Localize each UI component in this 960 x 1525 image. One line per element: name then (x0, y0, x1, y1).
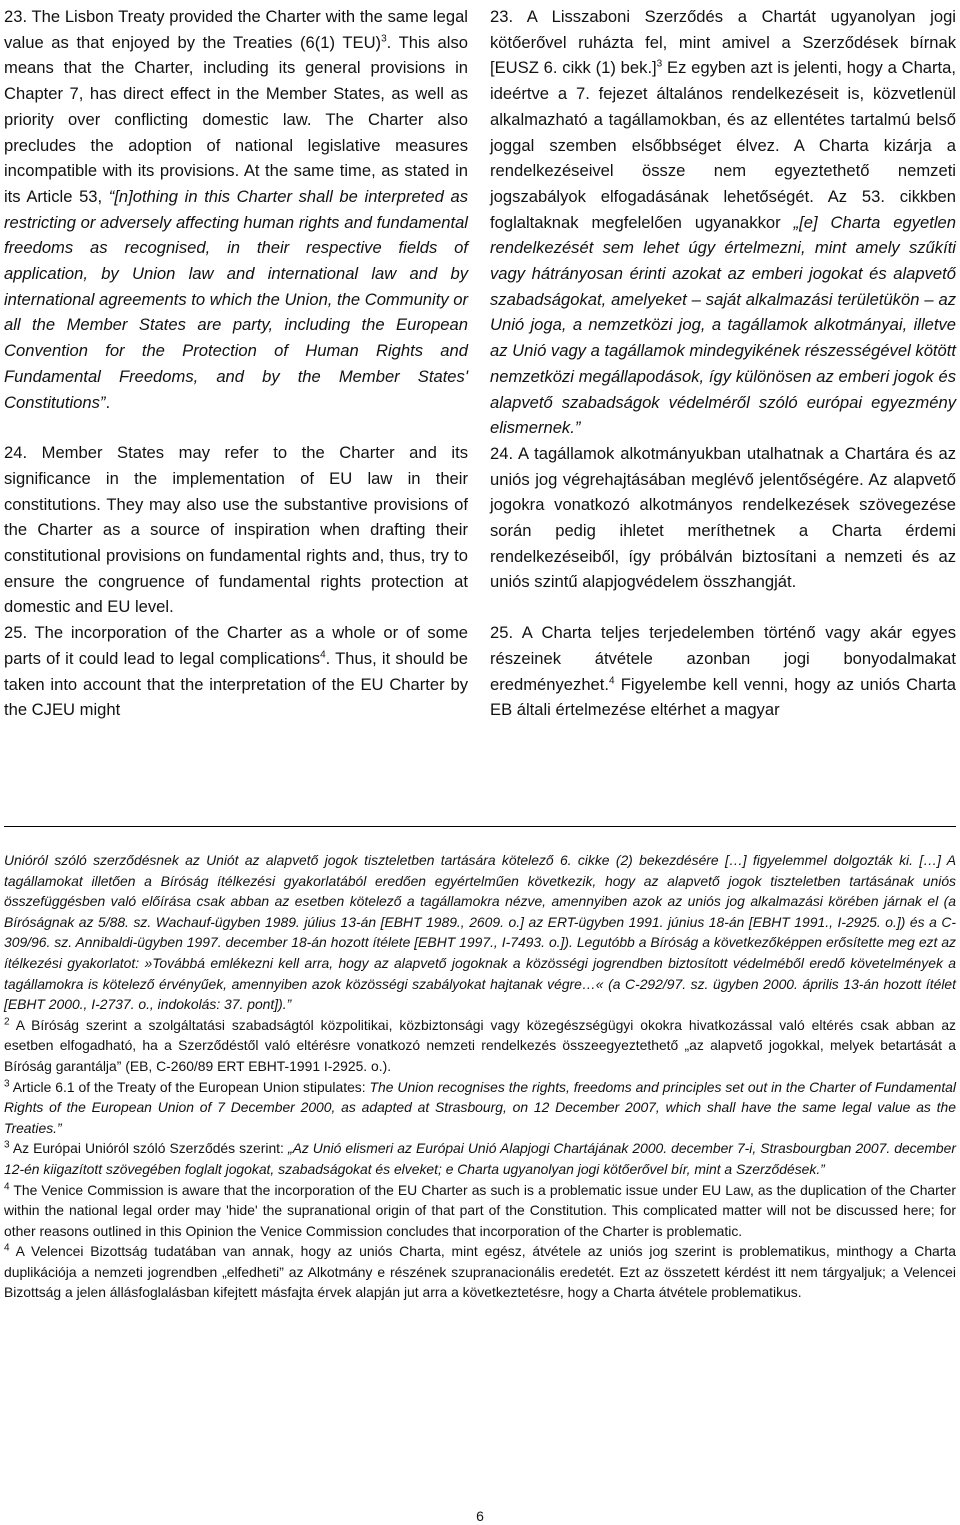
footnote-3-hu: $^3$ Az Európai Unióról szóló Szerződés szerint: „Az Unió elismeri az Európai Unió Alapjogi Chartájának 2000. december 7-i, Strasbourgban 2007. december 12-én kiigazított szövegében foglalt jogokat, szabadságokat és elveket; e Charta ugyanolyan jogi kötőerővel bír, mint a Szerződések.” (4, 1139, 956, 1177)
footnote-ref-3[interactable]: 3 (656, 58, 663, 70)
paragraph-24-en: 24. Member States may refer to the Charter and its significance in the implementation of EU law in their constitutions. They may also use the substantive provisions of the Charter as a source of inspiration when drafting their constitutional provisions on fundamental rights and, thus, try to ensure the congruence of fundamental rights protection at domestic and EU level. (4, 443, 468, 617)
article-53-quote: “[n]othing in this Charter shall be interpreted as restricting or adversely affecting human rights and fundamental freedoms as recognised, in their respective fields of application, by Union law and international law and by international agreements to which the Union, the Community or all the Member States are party, including the European Convention for the Protection of Human Rights and Fundamental Freedoms, and by the Member States' Constitutions” (4, 186, 469, 412)
footnote-ref-4[interactable]: 4 (320, 649, 326, 661)
footnote-continuation: Unióról szóló szerződésnek az Uniót az alapvető jogok tiszteletben tartására kötelező 6. cikke (2) bekezdésére […] figyelemmel dolgozták ki. […] A tagállamokat illetően a Bíróság ítélkezési gyakorlatából eredően egyértelműen következik, hogy az alapvető jogok tiszteletben tartásának uniós összefüggésben való előírása csak abban az esetben kötelező a tagállamokra nézve, amennyiben azok az uniós jog alkalmazási körében járnak el (a Bíróságnak az 5/88. sz. Wachauf-ügyben 1989. július 13-án [EBHT 1989., 2609. o.] az ERT-ügyben 1991. június 18-án [EBHT 1991., I-2925. o.]) és a C-309/96. sz. Annibaldi-ügyben 1997. december 18-án hozott ítélete [EBHT 1997., I-7493. o.]). Legutóbb a Bíróság a következőképpen erősítette meg ezt az ítélkezési gyakorlatot: »Továbbá emlékezni kell arra, hogy az alapvető jogoknak a közösségi jogrendben biztosított védelméből eredő követelmények a tagállamokra is kötelező érvényűek, amennyiben azok közösségi szabályokat hajtanak végre…« (a C-292/97. sz. ügyben 2000. április 13-án hozott ítélet [EBHT 2000., I-2737. o., indokolás: 37. pont]).” (4, 852, 956, 1013)
footnote-separator (4, 826, 956, 827)
footnote-3-en: $^3$ Article 6.1 of the Treaty of the European Union stipulates: The Union recognises the rights, freedoms and principles set out in the Charter of Fundamental Rights of the European Union of 7 December 2000, as adapted at Strasbourg, on 12 December 2007, which shall have the same legal value as the Treaties.” (4, 1077, 956, 1136)
footnote-ref-3[interactable]: 3 (381, 33, 387, 45)
footnote-ref-4[interactable]: 4 (609, 675, 615, 687)
paragraph-23-en: 23. The Lisbon Treaty provided the Charter with the same legal value as that enjoyed by the Treaties (6(1) TEU)$^3$. This also means that the Charter, including its general provisions in Chapter 7, has direct effect in the Member States, as well as priority over conflicting domestic law. The Charter also precludes the adoption of national legislative measures incompatible with its provisions. At the same time, as stated in its Article 53, “[n]othing in this Charter shall be interpreted as restricting or adversely affecting human rights and fundamental freedoms as recognised, in their respective fields of application, by Union law and international law and by international agreements to which the Union, the Community or all the Member States are party, including the European Convention for the Protection of Human Rights and Fundamental Freedoms, and by the Member States' Constitutions”. (4, 7, 469, 412)
paragraph-25-en: 25. The incorporation of the Charter as a whole or of some parts of it could lead to legal complications$^4$. Thus, it should be taken into account that the interpretation of the EU Charter by the CJEU might (4, 623, 469, 720)
paragraph-23-hu: 23. A Lisszaboni Szerződés a Chartát ugyanolyan jogi kötőerővel ruházta fel, mint amivel a Szerződések bírnak [EUSZ 6. cikk (1) bek.]$^3$ Ez egyben azt is jelenti, hogy a Charta, ideértve a 7. fejezet általános rendelkezéseit is, közvetlenül alkalmazható a tagállamokban, és az ellentétes tartalmú belső joggal szemben elsőbbséget élvez. A Charta kizárja a rendelkezéseivel össze nem egyeztethető nemzeti jogszabályok elfogadásának lehetőségét. Az 53. cikkben foglaltaknak megfelelően ugyanakkor „[e] Charta egyetlen rendelkezését sem lehet úgy értelmezni, mint amely szűkíti vagy hátrányosan érinti azokat az emberi jogokat és alapvető szabadságokat, amelyeket – saját alkalmazási területükön – az Unió joga, a nemzetközi jog, a tagállamok alkotmányai, illetve az Unió vagy a tagállamok mindegyikének részességével kötött nemzetközi megállapodások, így különösen az emberi jogok és alapvető szabadságok védelméről szóló európai egyezmény elismernek.” (490, 7, 956, 438)
footnote-4-hu: $^4$ A Velencei Bizottság tudatában van annak, hogy az uniós Charta, mint egész, átvétele az uniós jog szerint is problematikus, minthogy a Charta duplikációja a nemzeti jogrendben „elfedheti” az Alkotmány e részének szupranacionális eredetét. Ezt az összetett kérdést itt nem tárgyaljuk; a Velencei Bizottság a jelen állásfoglalásban kifejtett másfajta érvek alapján jut arra a következtetésre, hogy a Charta átvétele problematikus. (4, 1242, 956, 1301)
page-number: 6 (476, 1508, 484, 1524)
hungarian-column (490, 4, 956, 723)
footnote-2: $^2$ A Bíróság szerint a szolgáltatási szabadságtól közpolitikai, közbiztonsági vagy közegészségügyi okokra hivatkozással való eltérés csak abban az esetben elfogadható, ha a Szerződéstől való eltérésre vonatkozó nemzeti rendelkezés összeegyeztethető „az alapvető jogokkal, melyek betartását a Bíróság garantálja” (EB, C-260/89 ERT EBHT-1991 I-2925. o.). (4, 1016, 956, 1074)
footnotes (4, 850, 956, 1303)
english-column (4, 4, 468, 723)
paragraph-24-hu: 24. A tagállamok alkotmányukban utalhatnak a Chartára és az uniós jog végrehajtásában meglévő jelentőségére. Az alapvető jogokra vonatkozó alkotmányos rendelkezések szövegezése során pedig ihletet meríthetnek a Charta érdemi rendelkezéseiből, így próbálván biztosítani a nemzeti és az uniós szintű alapjogvédelem összhangját. (490, 443, 956, 592)
article-53-quote: „[e] Charta egyetlen rendelkezését sem lehet úgy értelmezni, mint amely szűkíti vagy hátrányosan érinti azokat az emberi jogokat és alapvető szabadságokat, amelyeket – saját alkalmazási területükön – az Unió joga, a nemzetközi jog, a tagállamok alkotmányai, illetve az Unió vagy a tagállamok mindegyikének részességével kötött nemzetközi megállapodások, így különösen az emberi jogok és alapvető szabadságok védelméről szóló európai egyezmény elismernek.” (490, 212, 956, 438)
footnote-4-en: $^4$ The Venice Commission is aware that the incorporation of the EU Charter as such is a problematic issue under EU Law, as the duplication of the Charter within the national legal order may 'hide' the supranational origin of that part of the Constitution. This complicated matter will not be discussed here; for other reasons outlined in this Opinion the Venice Commission concludes that incorporation of the Charter is problematic. (4, 1180, 956, 1239)
paragraph-25-hu: 25. A Charta teljes terjedelemben történő vagy akár egyes részeinek átvétele azonban jogi bonyodalmakat eredményezhet.$^4$ Figyelembe kell venni, hogy az uniós Charta EB általi értelmezése eltérhet a magyar (490, 623, 956, 720)
